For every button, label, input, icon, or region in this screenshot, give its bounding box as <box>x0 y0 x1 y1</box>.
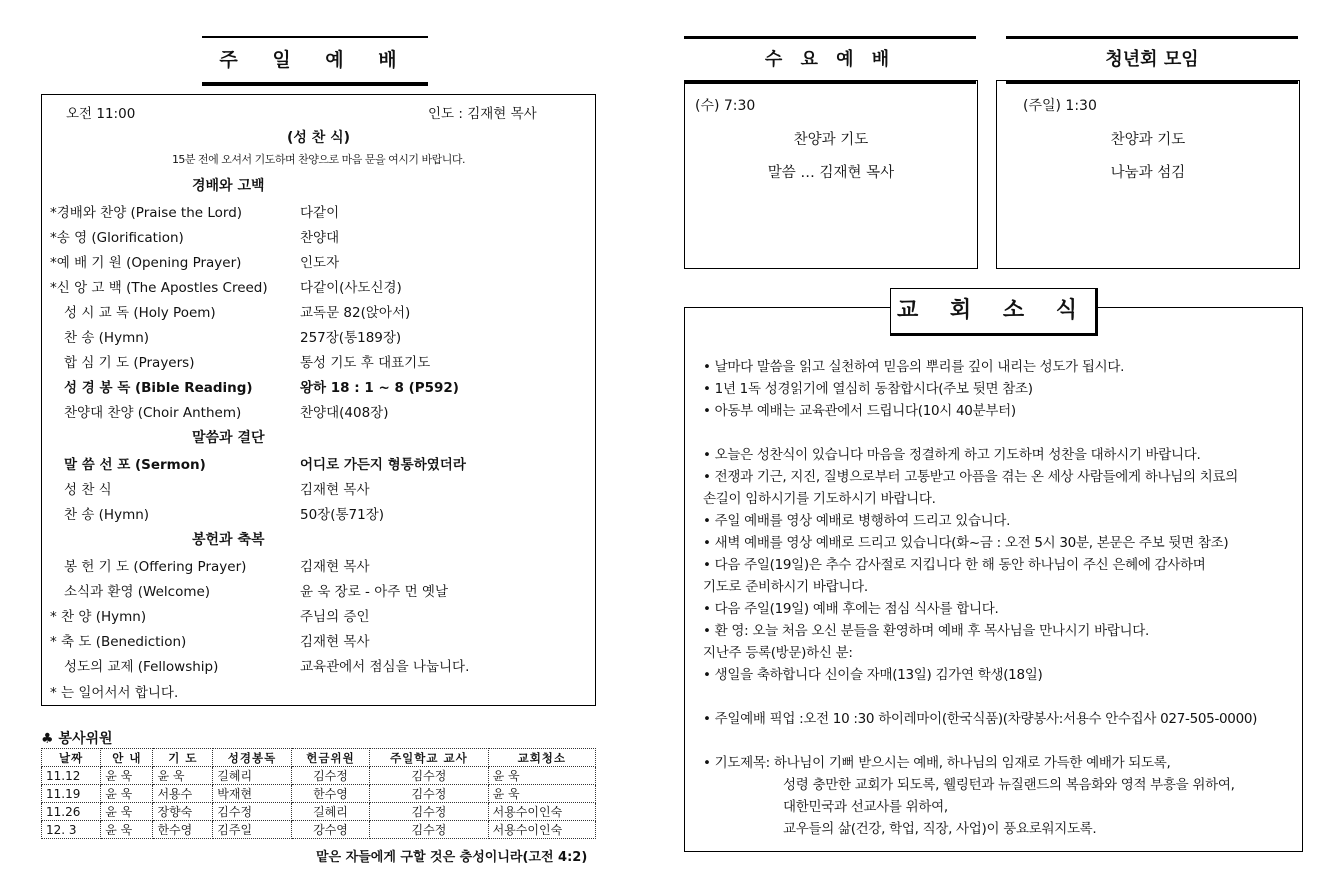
order-item-value: 257장(통189장) <box>300 330 402 346</box>
volunteers-title: ♣ 봉사위원 <box>41 731 113 747</box>
news-item: 교우들의 삶(건강, 학업, 직장, 사업)이 풍요로워지도록. <box>783 821 1097 837</box>
order-item-value: 다같이 <box>300 205 340 221</box>
table-cell: 윤 욱 <box>101 821 153 839</box>
news-item: • 환 영: 오늘 처음 오신 분들을 환영하며 예배 후 목사님을 만나시기 바랍니다. <box>703 623 1150 639</box>
table-cell: 11.12 <box>42 767 101 785</box>
order-item-value: 왕하 18 : 1 ~ 8 (P592) <box>300 380 459 396</box>
youth-line-1: 찬양과 기도 <box>1110 132 1186 148</box>
section-heading-3: 봉헌과 축복 <box>192 532 265 548</box>
order-item-label: *신 앙 고 백 (The Apostles Creed) <box>50 280 268 296</box>
worship-leader: 인도 : 김재현 목사 <box>428 106 537 122</box>
table-row <box>42 767 596 785</box>
youth-line-2: 나눔과 섬김 <box>1110 165 1186 181</box>
order-item-value: 통성 기도 후 대표기도 <box>300 355 431 371</box>
order-item-value: 김재현 목사 <box>300 559 370 575</box>
news-item: • 오늘은 성찬식이 있습니다 마음을 정결하게 하고 기도하며 성찬을 대하시기 바랍니다. <box>703 447 1201 463</box>
table-cell: 서용수이인숙 <box>488 821 595 839</box>
table-cell: 한수영 <box>153 821 213 839</box>
news-item: • 다음 주일(19일) 예배 후에는 점심 식사를 합니다. <box>703 601 999 617</box>
order-item-label: 성도의 교제 (Fellowship) <box>64 659 219 675</box>
worship-time: 오전 11:00 <box>66 106 136 122</box>
table-cell: 윤 욱 <box>101 767 153 785</box>
table-header: 성경봉독 <box>213 749 291 767</box>
order-item-label: 찬양대 찬양 (Choir Anthem) <box>64 405 242 421</box>
order-item-value: 50장(통71장) <box>300 507 385 523</box>
youth-time: (주일) 1:30 <box>1023 98 1097 114</box>
news-item: • 주일예배 픽업 :오전 10 :30 하이레마이(한국식품)(차량봉사:서용수 안수집사 027-505-0000) <box>703 711 1258 727</box>
table-header: 주일학교 교사 <box>370 749 488 767</box>
news-item: 성령 충만한 교회가 되도록, 웰링턴과 뉴질랜드의 복음화와 영적 부흥을 위하여, <box>783 777 1235 793</box>
table-cell: 박재현 <box>213 785 291 803</box>
table-cell: 서용수이인숙 <box>488 803 595 821</box>
table-header-row <box>42 749 596 767</box>
table-row <box>42 785 596 803</box>
order-item-label: 봉 헌 기 도 (Offering Prayer) <box>64 559 247 575</box>
table-cell: 김주일 <box>213 821 291 839</box>
wednesday-time: (수) 7:30 <box>695 98 756 114</box>
order-item-label: *송 영 (Glorification) <box>50 230 184 246</box>
table-header: 헌금위원 <box>291 749 369 767</box>
table-cell: 김수정 <box>291 767 369 785</box>
wednesday-line-1: 찬양과 기도 <box>793 132 869 148</box>
order-item-label: 찬 송 (Hymn) <box>64 507 150 523</box>
order-item-label: * 축 도 (Benediction) <box>50 634 187 650</box>
table-row <box>42 803 596 821</box>
order-item-label: 성 시 교 독 (Holy Poem) <box>64 305 216 321</box>
order-item-value: 김재현 목사 <box>300 634 370 650</box>
order-item-label: 소식과 환영 (Welcome) <box>64 584 211 600</box>
order-item-value: 어디로 가든지 형통하였더라 <box>300 457 466 473</box>
news-item: • 주일 예배를 영상 예배로 병행하여 드리고 있습니다. <box>703 513 1011 529</box>
table-cell: 한수영 <box>291 785 369 803</box>
table-header: 날짜 <box>42 749 101 767</box>
news-item: 대한민국과 선교사를 위하여, <box>783 799 948 815</box>
table-cell: 11.26 <box>42 803 101 821</box>
table-cell: 길혜리 <box>213 767 291 785</box>
table-cell: 12. 3 <box>42 821 101 839</box>
wednesday-line-2: 말씀 … 김재현 목사 <box>767 165 895 181</box>
section-heading-1: 경배와 고백 <box>192 178 265 194</box>
table-cell: 서용수 <box>153 785 213 803</box>
table-header: 기 도 <box>153 749 213 767</box>
news-item: 손길이 임하시기를 기도하시기 바랍니다. <box>703 491 936 507</box>
order-item-label: 성 찬 식 <box>64 482 112 498</box>
volunteers-table <box>41 748 596 839</box>
table-cell: 김수정 <box>370 803 488 821</box>
news-item: 기도로 준비하시기 바랍니다. <box>703 579 868 595</box>
order-item-label: 합 심 기 도 (Prayers) <box>64 355 195 371</box>
news-item: • 날마다 말씀을 읽고 실천하여 믿음의 뿌리를 깊이 내리는 성도가 됩시다. <box>703 359 1125 375</box>
order-item-value: 교육관에서 점심을 나눕니다. <box>300 659 470 675</box>
table-cell: 길혜리 <box>291 803 369 821</box>
church-news-box <box>684 307 1303 852</box>
order-item-label: * 찬 양 (Hymn) <box>50 609 147 625</box>
youth-meeting-title: 청년회 모임 <box>1006 36 1298 84</box>
table-cell: 윤 욱 <box>101 785 153 803</box>
youth-meeting-box <box>996 80 1300 269</box>
order-item-label: 찬 송 (Hymn) <box>64 330 150 346</box>
order-item-label: *예 배 기 원 (Opening Prayer) <box>50 255 242 271</box>
table-cell: 김수정 <box>213 803 291 821</box>
order-item-value: 찬양대 <box>300 230 340 246</box>
news-item: • 다음 주일(19일)은 추수 감사절로 지킵니다 한 해 동안 하나님이 주신 은혜에 감사하며 <box>703 557 1206 573</box>
order-item-label: 말 씀 선 포 (Sermon) <box>64 457 206 473</box>
table-cell: 윤 욱 <box>153 767 213 785</box>
order-item-label: *경배와 찬양 (Praise the Lord) <box>50 205 243 221</box>
order-item-value: 주님의 증인 <box>300 609 370 625</box>
order-item-value: 윤 욱 장로 - 아주 먼 옛날 <box>300 584 448 600</box>
table-row <box>42 821 596 839</box>
news-item: • 전쟁과 기근, 지진, 질병으로부터 고통받고 아픔을 겪는 온 세상 사람들에게 하나님의 치료의 <box>703 469 1238 485</box>
news-item: • 생일을 축하합니다 신이슬 자매(13일) 김가연 학생(18일) <box>703 667 1043 683</box>
news-item: 지난주 등록(방문)하신 분: <box>703 645 853 661</box>
news-item: • 아동부 예배는 교육관에서 드립니다(10시 40분부터) <box>703 403 1016 419</box>
table-cell: 윤 욱 <box>488 767 595 785</box>
order-item-value: 김재현 목사 <box>300 482 370 498</box>
table-cell: 김수정 <box>370 821 488 839</box>
table-cell: 윤 욱 <box>488 785 595 803</box>
table-header: 안 내 <box>101 749 153 767</box>
bible-verse: 맡은 자들에게 구할 것은 충성이니라(고전 4:2) <box>316 850 588 865</box>
order-item-value: 찬양대(408장) <box>300 405 389 421</box>
wednesday-worship-title: 수 요 예 배 <box>684 36 976 84</box>
communion-note: 15분 전에 오셔서 기도하며 찬양으로 마음 문을 여시기 바랍니다. <box>171 153 466 166</box>
order-item-value: 인도자 <box>300 255 340 271</box>
table-cell: 윤 욱 <box>101 803 153 821</box>
table-cell: 장향숙 <box>153 803 213 821</box>
order-item-label: 성 경 봉 독 (Bible Reading) <box>64 380 253 396</box>
table-header: 교회청소 <box>488 749 595 767</box>
order-item-value: 다같이(사도신경) <box>300 280 402 296</box>
sunday-worship-title: 주 일 예 배 <box>202 36 428 86</box>
communion-title: (성 찬 식) <box>286 130 351 146</box>
news-item: • 새벽 예배를 영상 예배로 드리고 있습니다(화~금 : 오전 5시 30분, 본문은 주보 뒷면 참조) <box>703 535 1229 551</box>
wednesday-worship-box <box>684 80 978 269</box>
standing-footnote: * 는 일어서서 합니다. <box>50 685 179 701</box>
section-heading-2: 말씀과 결단 <box>192 430 265 446</box>
news-item: • 1년 1독 성경읽기에 열심히 동참합시다(주보 뒷면 참조) <box>703 381 1033 397</box>
table-cell: 11.19 <box>42 785 101 803</box>
sunday-worship-box <box>41 94 596 706</box>
table-cell: 강수영 <box>291 821 369 839</box>
table-cell: 김수정 <box>370 785 488 803</box>
news-item: • 기도제목: 하나님이 기뻐 받으시는 예배, 하나님의 임재로 가득한 예배가 되도록, <box>703 755 1171 771</box>
order-item-value: 교독문 82(앉아서) <box>300 305 411 321</box>
table-cell: 김수정 <box>370 767 488 785</box>
church-news-title: 교 회 소 식 <box>890 288 1098 336</box>
